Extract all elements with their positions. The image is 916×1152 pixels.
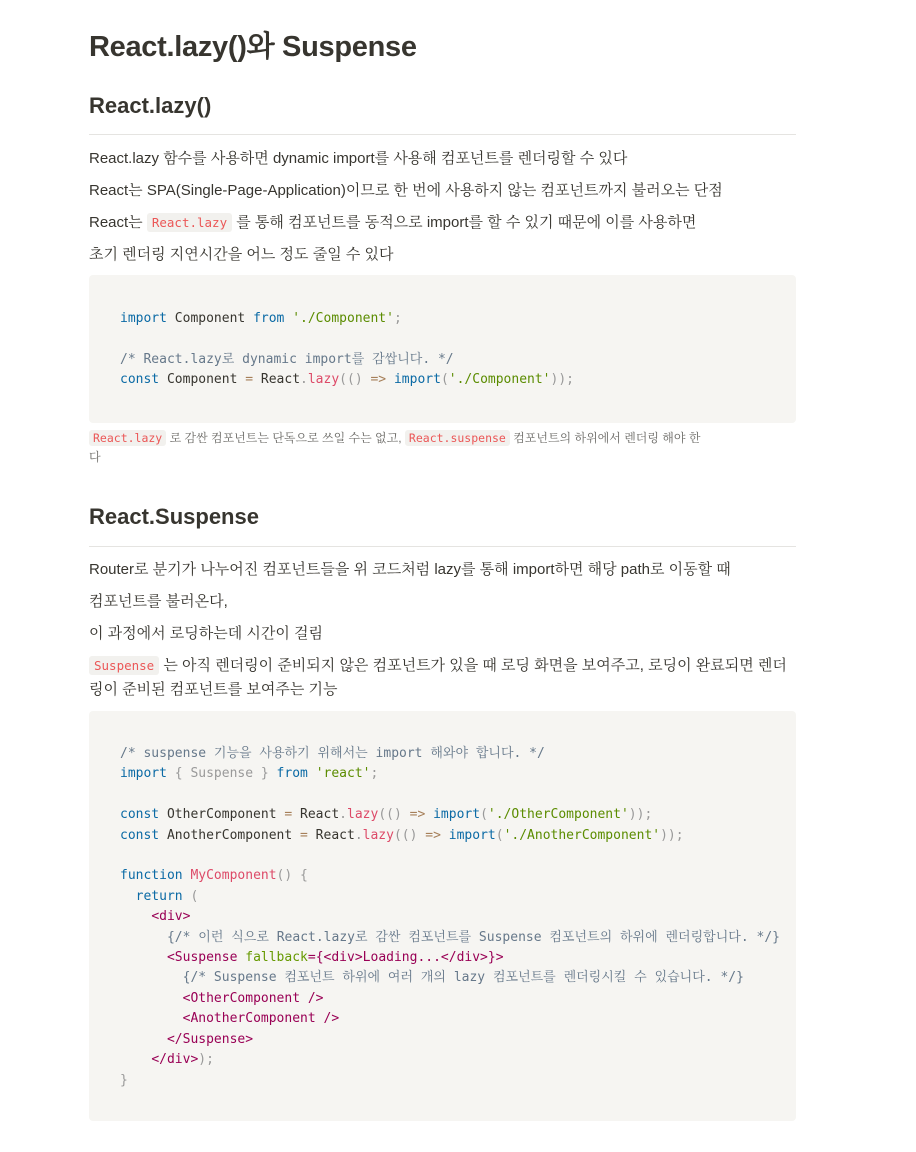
heading-react-suspense: React.Suspense (89, 504, 259, 529)
code-block[interactable] (89, 711, 796, 1121)
inline-code: React.suspense (405, 430, 510, 446)
code-block[interactable] (89, 275, 796, 423)
paragraph: React.lazy 함수를 사용하면 dynamic import를 사용해 컴포넌트를 렌더링할 수 있다 (89, 150, 628, 167)
page-title: React.lazy()와 Suspense (89, 31, 417, 63)
paragraph: 이 과정에서 로딩하는데 시간이 걸림 (89, 625, 324, 642)
paragraph: React는 SPA(Single-Page-Application)이므로 한 번에 사용하지 않는 컴포넌트까지 불러오는 단점 (89, 182, 723, 199)
paragraph-text: React는 (89, 214, 147, 231)
heading-divider (89, 134, 796, 135)
caption: React.lazy 로 감싼 컴포넌트는 단독으로 쓰일 수는 없고, React.suspense 컴포넌트의 하위에서 렌더링 해야 한다 (89, 431, 701, 464)
paragraph: 초기 렌더링 지연시간을 어느 정도 줄일 수 있다 (89, 246, 394, 263)
inline-code: React.lazy (89, 430, 166, 446)
paragraph: Router로 분기가 나누어진 컴포넌트들을 위 코드처럼 lazy를 통해 import하면 해당 path로 이동할 때 (89, 561, 731, 578)
paragraph: 컴포넌트를 불러온다, (89, 593, 228, 610)
code-content: /* suspense 기능을 사용하기 위해서는 import 해와야 합니다. */ import { Suspense } from 'react'; const OtherComponent = React.lazy(() => import('./OtherComponent')); const AnotherComponent = React.lazy(() => import('./AnotherComponent')); function MyComponent() { return ( <div> {/* 이런 식으로 React.lazy로 감싼 컴포넌트를 Suspense 컴포넌트의 하위에 렌더링합니다. */} <Suspense fallback={<div>Loading...</div>}> {/* Suspense 컴포넌트 하위에 여러 개의 lazy 컴포넌트를 렌더링시킬 수 있습니다. */} <OtherComponent /> <AnotherComponent /> </Suspense> </div>); } (120, 746, 780, 1088)
inline-code: Suspense (89, 656, 159, 675)
paragraph: Suspense 는 아직 렌더링이 준비되지 않은 컴포넌트가 있을 때 로딩 화면을 보여주고, 로딩이 완료되면 렌더링이 준비된 컴포넌트를 보여주는 기능 (89, 657, 787, 698)
code-content: import Component from './Component'; /* React.lazy로 dynamic import를 감쌉니다. */ const Component = React.lazy(() => import('./Component')); (120, 311, 574, 388)
heading-react-lazy: React.lazy() (89, 93, 212, 118)
paragraph (89, 211, 809, 235)
paragraph-text: 를 통해 컴포넌트를 동적으로 import를 할 수 있기 때문에 이를 사용하면 (232, 214, 697, 231)
inline-code: React.lazy (147, 213, 232, 232)
heading-divider (89, 546, 796, 547)
